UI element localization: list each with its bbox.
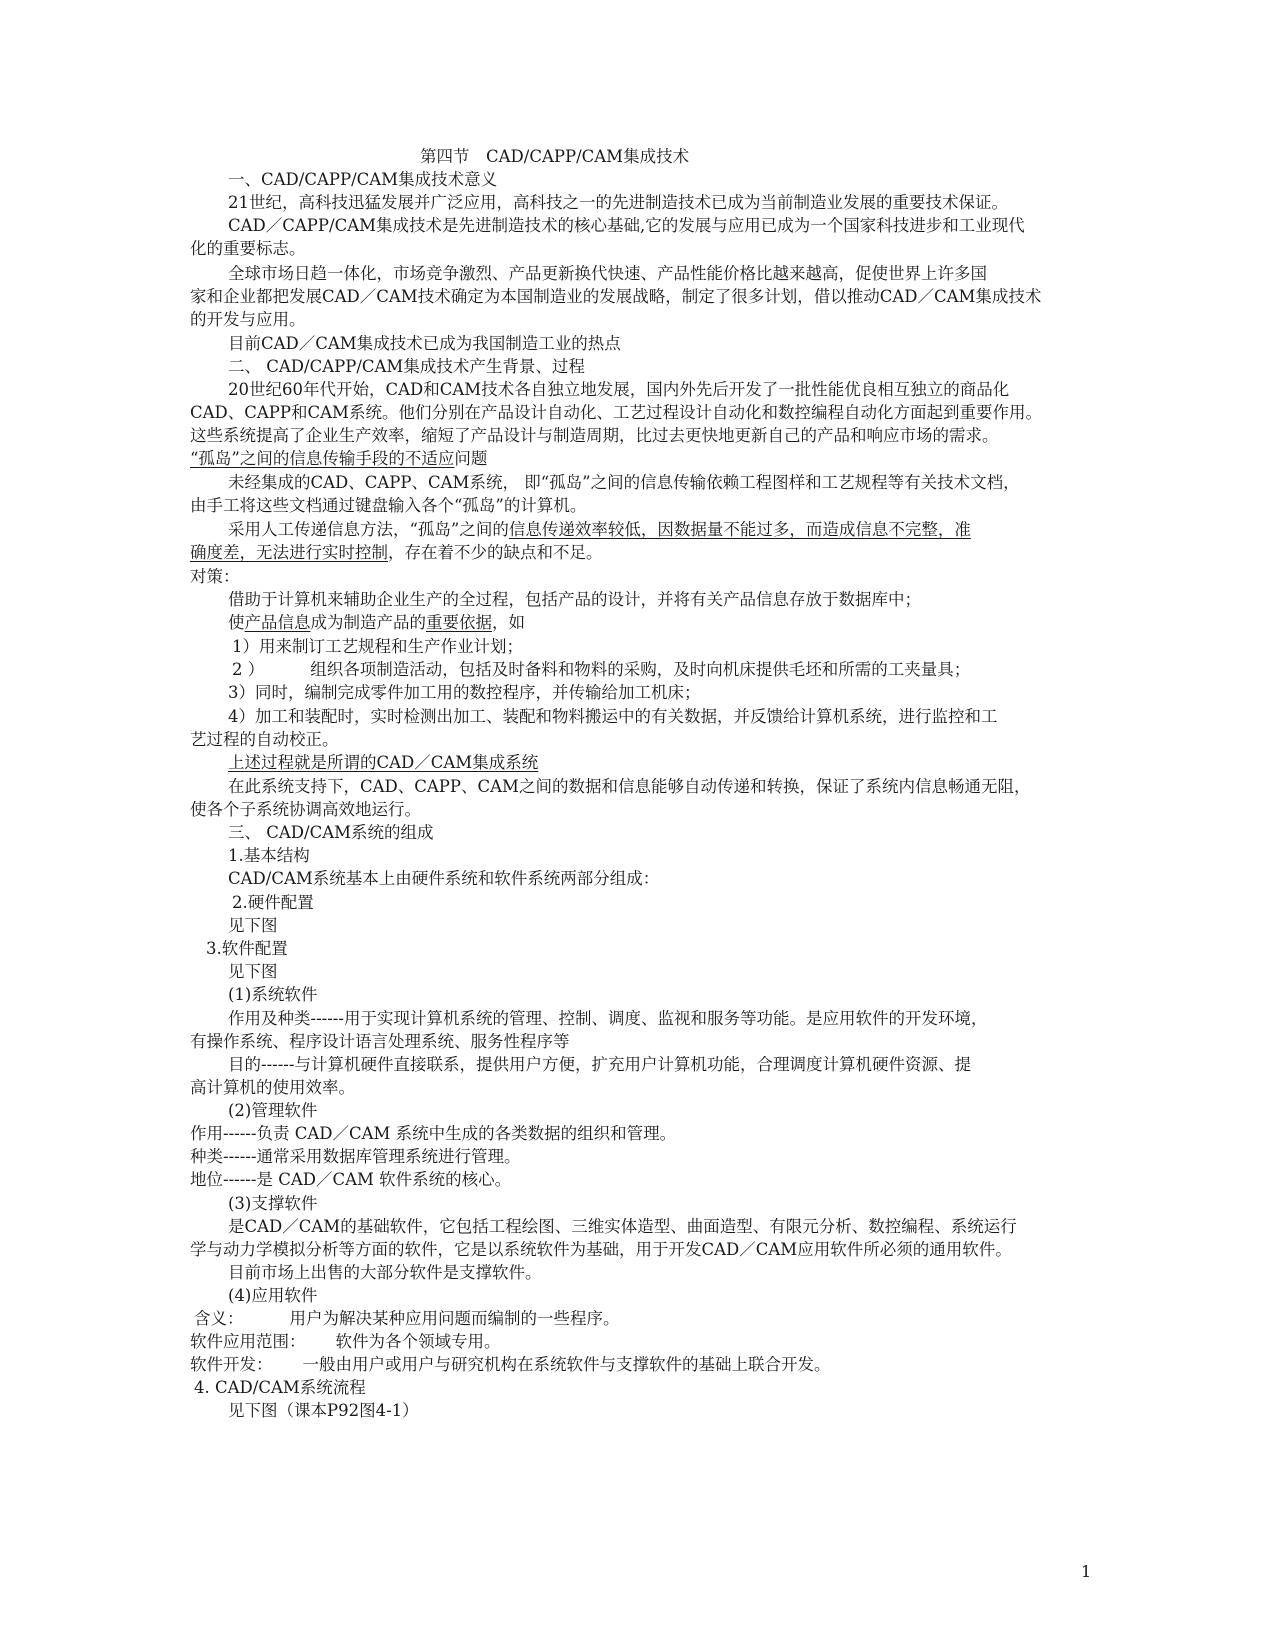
paragraph-line <box>194 1308 620 1330</box>
paragraph-line: 使各个子系统协调高效地运行。 <box>190 800 421 819</box>
paragraph-line: 学与动力学模拟分析等方面的软件，它是以系统软件为基础，用于开发CAD／CAM应用软件所必须的通用软件。 <box>190 1240 1012 1259</box>
paragraph-line: CAD/CAM系统基本上由硬件系统和软件系统两部分组成： <box>228 869 660 888</box>
paragraph-line: 高计算机的使用效率。 <box>190 1078 355 1097</box>
heading-3: 三、 CAD/CAM系统的组成 <box>228 823 434 842</box>
list-item: 4）加工和装配时，实时检测出加工、装配和物料搬运中的有关数据，并反馈给计算机系统，进行监控和工 <box>228 707 998 726</box>
subheading: (2)管理软件 <box>228 1101 318 1120</box>
paragraph-line <box>190 448 487 470</box>
paragraph-line: 见下图（课本P92图4-1） <box>228 1401 419 1420</box>
paragraph-line: 在此系统支持下，CAD、CAPP、CAM之间的数据和信息能够自动传递和转换，保证了系统内信息畅通无阻， <box>228 777 1031 796</box>
underlined-text: 确度差，无法进行实时控制 <box>190 543 388 562</box>
text-span: 软件开发： <box>190 1355 273 1374</box>
paragraph-line: 见下图 <box>228 962 278 981</box>
label-line: 对策： <box>190 567 240 586</box>
paragraph-line: 借助于计算机来辅助企业生产的全过程，包括产品的设计，并将有关产品信息存放于数据库中； <box>228 590 921 609</box>
paragraph-line: 种类------通常采用数据库管理系统进行管理。 <box>190 1147 521 1166</box>
underlined-line: 上述过程就是所谓的CAD／CAM集成系统 <box>228 753 539 772</box>
paragraph-line: 目前CAD／CAM集成技术已成为我国制造工业的热点 <box>228 334 621 353</box>
heading-1: 一、CAD/CAPP/CAM集成技术意义 <box>228 170 498 189</box>
subheading: 1.基本结构 <box>228 846 310 865</box>
underlined-text: 信息传递效率较低，因数据量不能过多，而造成信息不完整，准 <box>508 520 971 539</box>
list-item <box>232 659 970 681</box>
subheading: (4)应用软件 <box>228 1286 318 1305</box>
text-span: 2 ） <box>232 660 265 679</box>
paragraph-line: 未经集成的CAD、CAPP、CAM系统， 即“孤岛”之间的信息传输依赖工程图样和工艺规程等有关技术文档， <box>228 473 1020 492</box>
text-span: 含义： <box>194 1309 244 1328</box>
list-item: 3）同时，编制完成零件加工用的数控程序，并传输给加工机床； <box>228 683 701 702</box>
subheading: 3.软件配置 <box>206 939 288 958</box>
subheading: 4. CAD/CAM系统流程 <box>194 1378 366 1397</box>
paragraph-line <box>228 519 971 541</box>
paragraph-line: 艺过程的自动校正。 <box>190 730 339 749</box>
text-span: 使 <box>228 613 245 632</box>
paragraph-line: 作用------负责 CAD／CAM 系统中生成的各类数据的组织和管理。 <box>190 1124 677 1143</box>
paragraph-line: CAD／CAPP/CAM集成技术是先进制造技术的核心基础,它的发展与应用已成为一个国家科技进步和工业现代 <box>228 216 1025 235</box>
subheading: (3)支撑软件 <box>228 1194 318 1213</box>
paragraph-line: 这些系统提高了企业生产效率，缩短了产品设计与制造周期，比过去更快地更新自己的产品和响应市场的需求。 <box>190 426 999 445</box>
paragraph-line: 由手工将这些文档通过键盘输入各个“孤岛”的计算机。 <box>190 496 587 515</box>
paragraph-line: 20世纪60年代开始，CAD和CAM技术各自独立地发展，国内外先后开发了一批性能优良相互独立的商品化 <box>228 380 1010 399</box>
text-span: 采用人工传递信息方法，“孤岛”之间的 <box>228 520 509 539</box>
paragraph-line: 化的重要标志。 <box>190 239 306 258</box>
subheading: (1)系统软件 <box>228 985 318 1004</box>
text-span: 软件应用范围： <box>190 1332 306 1351</box>
paragraph-line: 作用及种类------用于实现计算机系统的管理、控制、调度、监视和服务等功能。是应用软件的开发环境， <box>228 1009 988 1028</box>
subheading: 2.硬件配置 <box>232 893 314 912</box>
underlined-text: 产品信息 <box>244 613 311 632</box>
text-span: 问题 <box>454 449 488 468</box>
text-span: 一般由用户或用户与研究机构在系统软件与支撑软件的基础上联合开发。 <box>302 1355 831 1374</box>
paragraph-line: 全球市场日趋一体化，市场竞争激烈、产品更新换代快速、产品性能价格比越来越高，促使世界上许多国 <box>228 264 987 283</box>
paragraph-line <box>190 542 603 564</box>
paragraph-line: CAD、CAPP和CAM系统。他们分别在产品设计自动化、工艺过程设计自动化和数控编程自动化方面起到重要作用。 <box>190 403 1042 422</box>
section-title: 第四节 CAD/CAPP/CAM集成技术 <box>420 147 690 166</box>
underlined-text: 重要依据 <box>426 613 492 632</box>
text-span: 成为制造产品的 <box>310 613 426 632</box>
paragraph-line <box>190 1331 501 1353</box>
text-span: 组织各项制造活动，包括及时备料和物料的采购，及时向机床提供毛坯和所需的工夹量具； <box>310 660 971 679</box>
text-span: 用户为解决某种应用问题而编制的一些程序。 <box>289 1309 620 1328</box>
heading-2: 二、 CAD/CAPP/CAM集成技术产生背景、过程 <box>228 357 585 376</box>
text-span: 软件为各个领域专用。 <box>335 1332 501 1351</box>
paragraph-line: 目前市场上出售的大部分软件是支撑软件。 <box>228 1263 542 1282</box>
paragraph-line: 家和企业都把发展CAD／CAM技术确定为本国制造业的发展战略，制定了很多计划，借以推动CAD／CAM集成技术 <box>190 287 1042 306</box>
page-number: 1 <box>1081 1562 1092 1581</box>
paragraph-line: 有操作系统、程序设计语言处理系统、服务性程序等 <box>190 1032 570 1051</box>
list-item: 1）用来制订工艺规程和生产作业计划； <box>232 637 523 656</box>
paragraph-line: 的开发与应用。 <box>190 310 306 329</box>
paragraph-line: 见下图 <box>228 916 278 935</box>
paragraph-line: 21世纪，高科技迅猛发展并广泛应用，高科技之一的先进制造技术已成为当前制造业发展的重要技术保证。 <box>228 193 1008 212</box>
text-span: ，如 <box>492 613 525 632</box>
paragraph-line: 是CAD／CAM的基础软件，它包括工程绘图、三维实体造型、曲面造型、有限元分析、数控编程、系统运行 <box>228 1217 1017 1236</box>
paragraph-line: 地位------是 CAD／CAM 软件系统的核心。 <box>190 1170 512 1189</box>
underlined-text: “孤岛”之间的信息传输手段的不适应 <box>190 449 455 468</box>
paragraph-line <box>228 612 525 634</box>
text-span: ，存在着不少的缺点和不足。 <box>388 543 603 562</box>
paragraph-line: 目的------与计算机硬件直接联系，提供用户方便，扩充用户计算机功能，合理调度计算机硬件资源、提 <box>228 1055 971 1074</box>
paragraph-line <box>190 1354 831 1376</box>
